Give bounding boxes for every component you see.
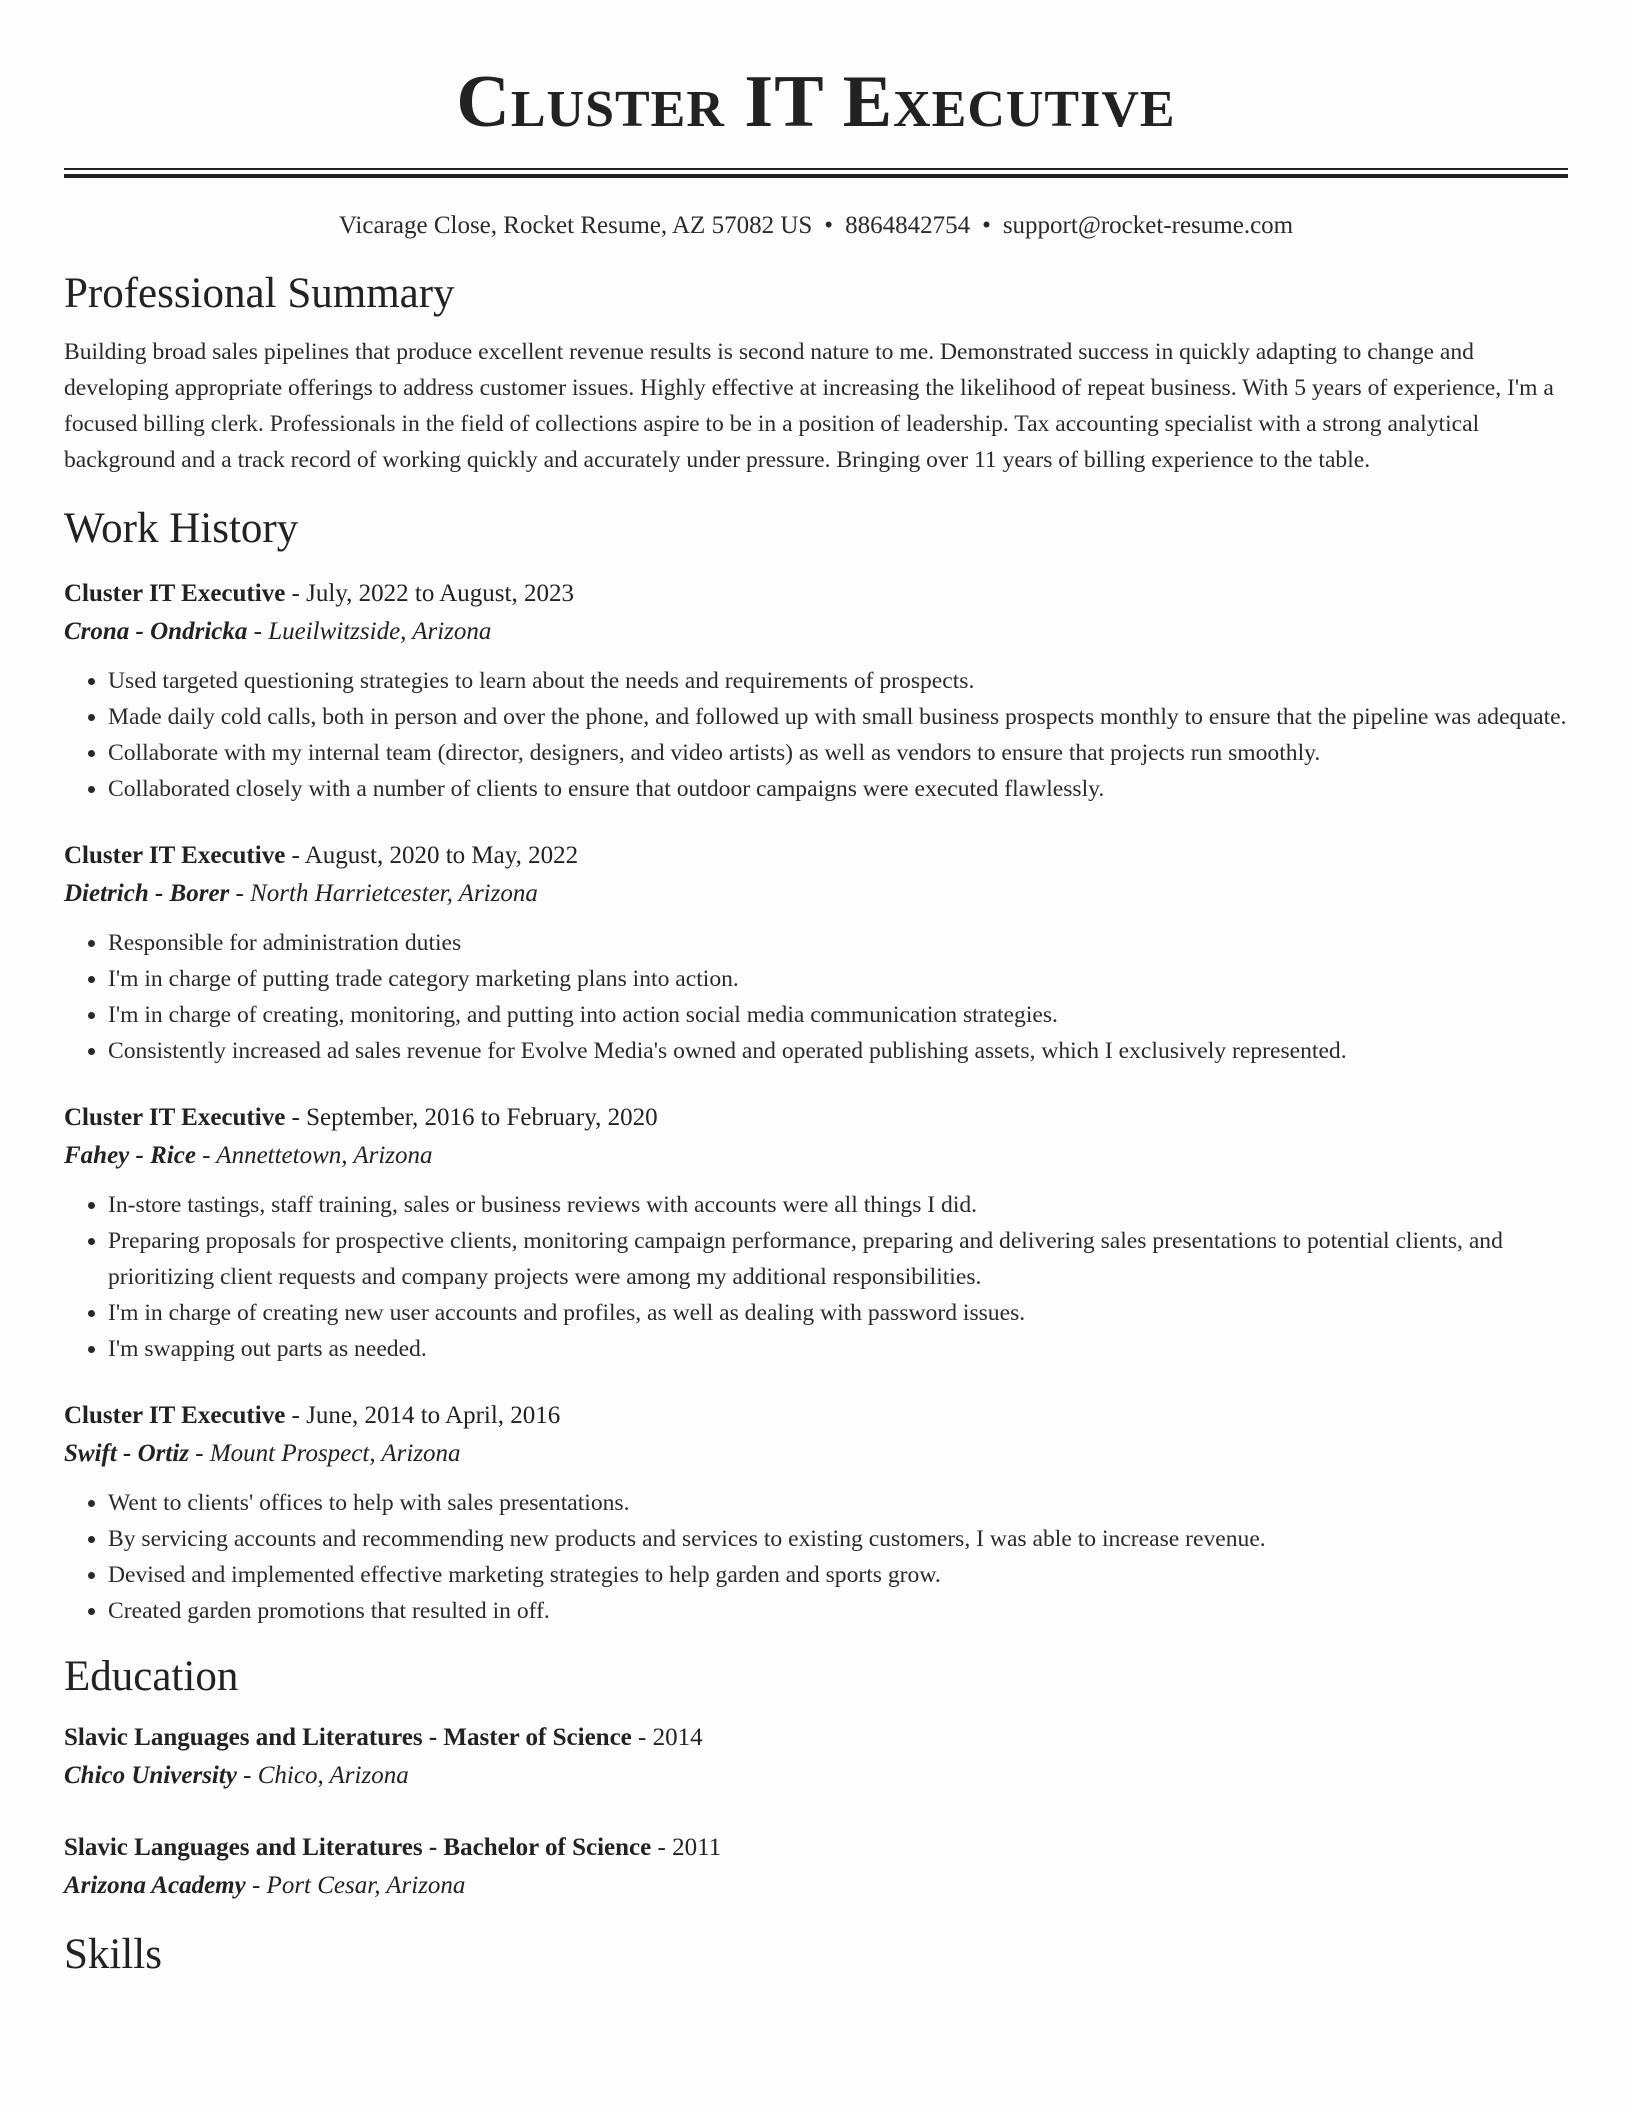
job-entry xyxy=(64,1099,1568,1367)
header-double-rule xyxy=(64,168,1568,178)
education-degree-line: Slavic Languages and Literatures - Master of Science - 2014 xyxy=(64,1724,703,1751)
job-location: Annettetown, Arizona xyxy=(216,1142,433,1169)
work-history-heading: Work History xyxy=(64,505,299,552)
job-bullet: • Collaborate with my internal team (director, designers, and video artists) as well as vendors to ensure that projects run smoothly. xyxy=(108,735,1568,771)
job-company-line: Fahey - Rice - Annettetown, Arizona xyxy=(64,1142,433,1169)
job-dates: August, 2020 to May, 2022 xyxy=(304,842,579,869)
education-entry xyxy=(64,1829,1568,1905)
job-bullet: • Consistently increased ad sales revenue for Evolve Media's owned and operated publishing assets, which I exclusively represented. xyxy=(108,1033,1568,1069)
job-bullet: • In-store tastings, staff training, sales or business reviews with accounts were all things I did. xyxy=(108,1187,1568,1223)
job-bullet: • Went to clients' offices to help with sales presentations. xyxy=(108,1485,1568,1521)
job-bullets xyxy=(64,1187,1568,1367)
job-bullet: • Used targeted questioning strategies to learn about the needs and requirements of prospects. xyxy=(108,663,1568,699)
education-degree: Slavic Languages and Literatures - Master of Science xyxy=(64,1724,632,1751)
education-entry xyxy=(64,1719,1568,1795)
job-dates: July, 2022 to August, 2023 xyxy=(306,580,574,607)
job-bullet: • Responsible for administration duties xyxy=(108,925,1568,961)
job-company-line: Dietrich - Borer - North Harrietcester, Arizona xyxy=(64,880,538,907)
skills-heading: Skills xyxy=(64,1931,162,1978)
job-bullet: • I'm swapping out parts as needed. xyxy=(108,1331,1568,1367)
contact-phone: 8864842754 xyxy=(845,212,971,239)
separator-dot: • xyxy=(982,212,991,239)
job-location: North Harrietcester, Arizona xyxy=(250,880,538,907)
job-title-line: Cluster IT Executive - June, 2014 to April, 2016 xyxy=(64,1402,561,1429)
job-dates: June, 2014 to April, 2016 xyxy=(306,1402,561,1429)
education-degree: Slavic Languages and Literatures - Bachelor of Science xyxy=(64,1834,652,1861)
job-bullets xyxy=(64,1485,1568,1629)
contact-email: support@rocket-resume.com xyxy=(1002,212,1294,239)
job-role: Cluster IT Executive xyxy=(64,1402,286,1429)
education-school: Arizona Academy xyxy=(64,1872,246,1899)
summary-text: Building broad sales pipelines that produce excellent revenue results is second nature to me. Demonstrated success in quickly adapting to change and developing appropriate offerings to address customer issues. Highly effective at increasing the likelihood of repeat business. With 5 years of experience, I'm a focused billing clerk. Professionals in the field of collections aspire to be in a position of leadership. Tax accounting specialist with a strong analytical background and a track record of working quickly and accurately under pressure. Bringing over 11 years of billing experience to the table. xyxy=(64,339,1554,473)
job-entry xyxy=(64,837,1568,1069)
job-company: Fahey - Rice xyxy=(64,1142,196,1169)
job-entry xyxy=(64,575,1568,807)
education-year: 2011 xyxy=(672,1834,722,1861)
job-company-line: Swift - Ortiz - Mount Prospect, Arizona xyxy=(64,1440,461,1467)
job-bullet: • Made daily cold calls, both in person and over the phone, and followed up with small business prospects monthly to ensure that the pipeline was adequate. xyxy=(108,699,1568,735)
job-location: Lueilwitzside, Arizona xyxy=(268,618,492,645)
job-bullet: • I'm in charge of putting trade category marketing plans into action. xyxy=(108,961,1568,997)
job-location: Mount Prospect, Arizona xyxy=(209,1440,461,1467)
resume-content xyxy=(64,0,1568,1981)
job-role: Cluster IT Executive xyxy=(64,580,286,607)
job-bullet: • I'm in charge of creating, monitoring, and putting into action social media communication strategies. xyxy=(108,997,1568,1033)
education-school: Chico University xyxy=(64,1762,237,1789)
education-year: 2014 xyxy=(652,1724,703,1751)
education-degree-line: Slavic Languages and Literatures - Bachelor of Science - 2011 xyxy=(64,1834,722,1861)
job-bullet: • I'm in charge of creating new user accounts and profiles, as well as dealing with password issues. xyxy=(108,1295,1568,1331)
job-bullets xyxy=(64,925,1568,1069)
job-dates: September, 2016 to February, 2020 xyxy=(306,1104,658,1131)
job-title-line: Cluster IT Executive - September, 2016 to February, 2020 xyxy=(64,1104,658,1131)
job-company: Dietrich - Borer xyxy=(64,880,230,907)
job-title-line: Cluster IT Executive - August, 2020 to May, 2022 xyxy=(64,842,579,869)
education-location: Port Cesar, Arizona xyxy=(266,1872,466,1899)
education-school-line: Chico University - Chico, Arizona xyxy=(64,1762,409,1789)
job-role: Cluster IT Executive xyxy=(64,842,286,869)
contact-address: Vicarage Close, Rocket Resume, AZ 57082 US xyxy=(338,212,813,239)
candidate-name: Cluster IT Executive xyxy=(456,61,1176,143)
contact-line xyxy=(64,210,1568,242)
job-bullet: • By servicing accounts and recommending new products and services to existing customers, I was able to increase revenue. xyxy=(108,1521,1568,1557)
education-heading: Education xyxy=(64,1653,239,1700)
job-company-line: Crona - Ondricka - Lueilwitzside, Arizona xyxy=(64,618,492,645)
job-bullet: • Collaborated closely with a number of clients to ensure that outdoor campaigns were executed flawlessly. xyxy=(108,771,1568,807)
separator-dot: • xyxy=(824,212,834,239)
job-bullets xyxy=(64,663,1568,807)
job-role: Cluster IT Executive xyxy=(64,1104,286,1131)
job-bullet: • Devised and implemented effective marketing strategies to help garden and sports grow. xyxy=(108,1557,1568,1593)
job-title-line: Cluster IT Executive - July, 2022 to August, 2023 xyxy=(64,580,574,607)
job-company: Swift - Ortiz xyxy=(64,1440,190,1467)
education-school-line: Arizona Academy - Port Cesar, Arizona xyxy=(64,1872,466,1899)
job-company: Crona - Ondricka xyxy=(64,618,248,645)
summary-heading: Professional Summary xyxy=(64,270,455,317)
job-entry xyxy=(64,1397,1568,1629)
job-bullet: • Preparing proposals for prospective clients, monitoring campaign performance, preparing and delivering sales presentations to potential clients, and prioritizing client requests and company projects were among my additional responsibilities. xyxy=(108,1223,1568,1295)
job-bullet: • Created garden promotions that resulted in off. xyxy=(108,1593,1568,1629)
education-location: Chico, Arizona xyxy=(257,1762,409,1789)
